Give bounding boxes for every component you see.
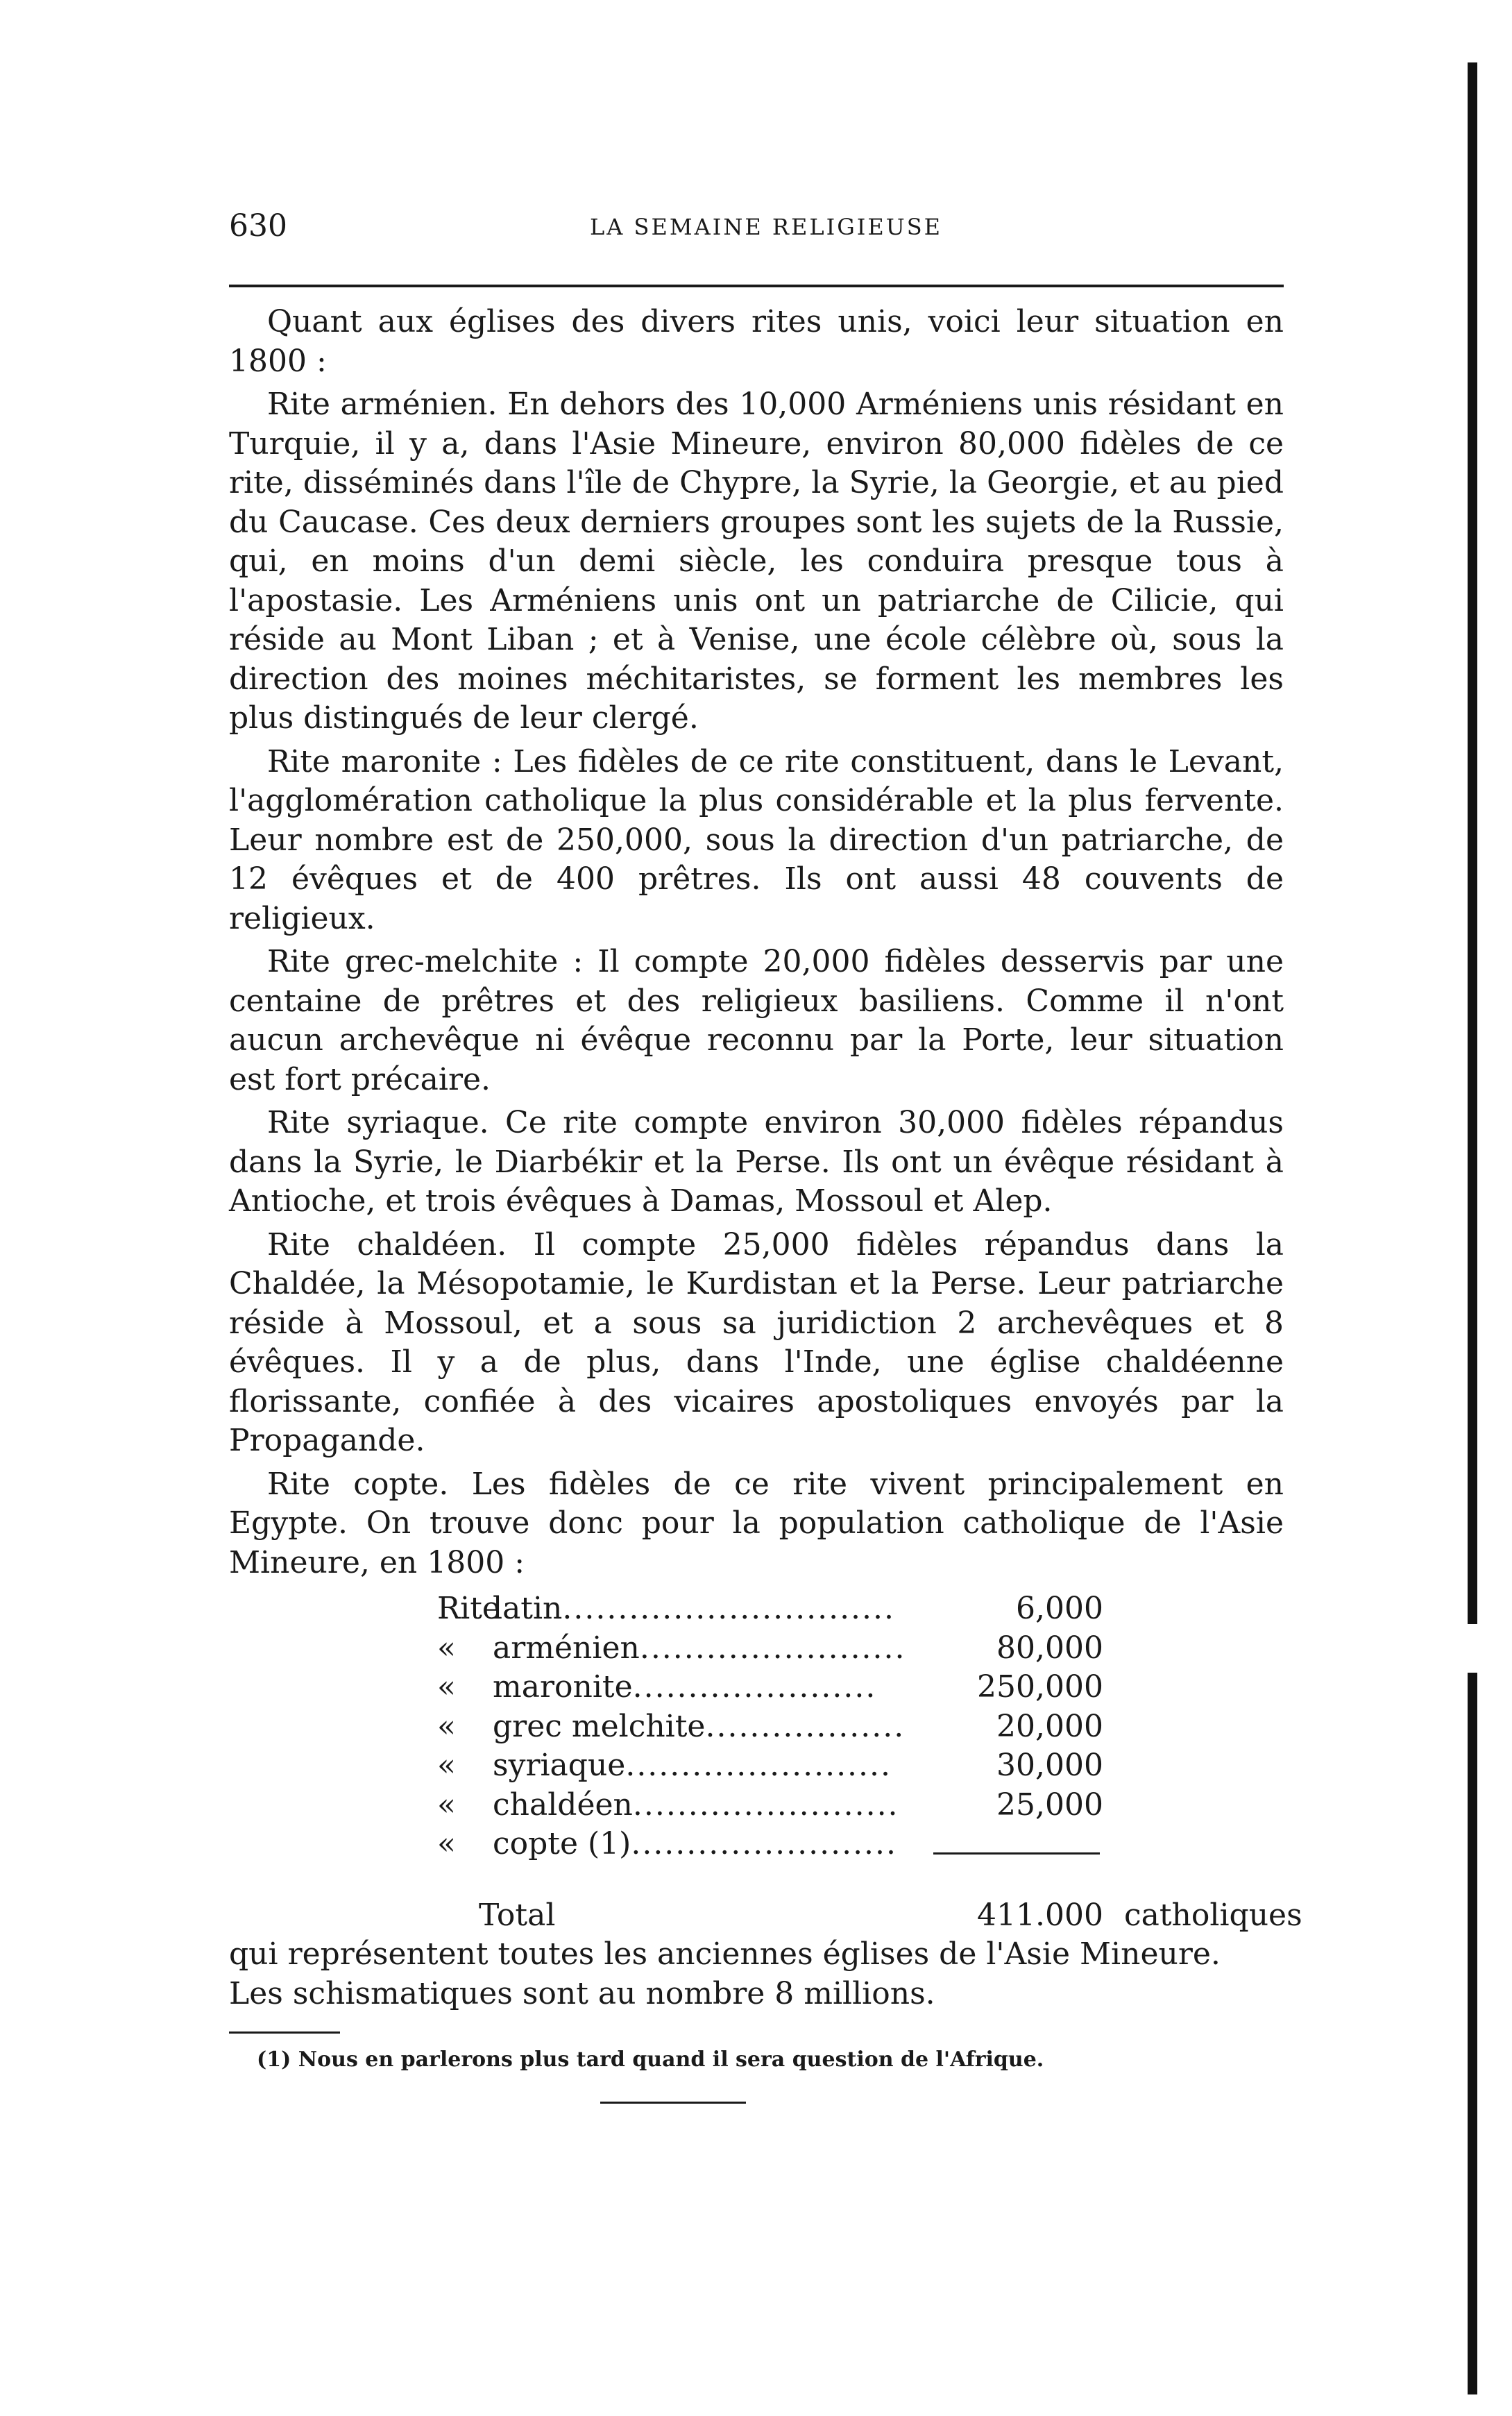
tally-row (229, 1589, 1284, 1629)
paragraph-intro: Quant aux églises des divers rites unis, voici leur situation en 1800 : (229, 304, 1284, 379)
footnote-rule (229, 2031, 340, 2034)
total-unit: catholiques (1124, 1897, 1302, 1933)
tally-row (229, 1707, 1284, 1747)
tally-rite-name: chaldéen (493, 1786, 633, 1823)
tally-leader: .................. (705, 1708, 906, 1744)
total-row (229, 1896, 1302, 1936)
tally-prefix: Rite (437, 1591, 500, 1626)
scan-page-edge (1468, 62, 1477, 2394)
tally-prefix: « (437, 1708, 456, 1744)
tally-leader: ........................ (639, 1630, 906, 1666)
total-label: Total (479, 1897, 556, 1933)
tally-row (229, 1668, 1284, 1707)
closing-line: qui représentent toutes les anciennes églises de l'Asie Mineure. (229, 1936, 1221, 1972)
body-text (229, 303, 1284, 1582)
tally-leader: ........................ (625, 1748, 892, 1783)
header-rule (229, 285, 1284, 287)
tally-sum-rule (933, 1852, 1100, 1855)
tally-prefix: « (437, 1826, 456, 1861)
tally-leader: .............................. (562, 1591, 895, 1626)
tally-row (229, 1746, 1284, 1786)
tally-prefix: « (437, 1786, 456, 1823)
paragraph-syriac-rite: Rite syriaque. Ce rite compte environ 30,000 fidèles répandus dans la Syrie, le Diarbékir et la Perse. Ils ont un évêque résidant à Antioche, et trois évêques à Damas, Mossoul et Alep. (229, 1105, 1284, 1219)
paragraph-chaldean-rite: Rite chaldéen. Il compte 25,000 fidèles répandus dans la Chaldée, la Mésopotamie, le Kurdistan et la Perse. Leur patriarche réside à Mossoul, et a sous sa juridiction 2 archevêques et 8 évêques. Il y a de plus, dans l'Inde, une église chaldéenne florissante, confiée à des vicaires apostoliques envoyés par la Propagande. (229, 1226, 1284, 1458)
tally-leader: ........................ (632, 1786, 899, 1823)
page-number: 630 (229, 208, 287, 244)
tally-rite-name: arménien (493, 1630, 640, 1666)
tally-prefix: « (437, 1748, 456, 1783)
tally-count: 250,000 (977, 1669, 1103, 1705)
tally-rite-name: latin (493, 1591, 563, 1626)
tally-count: 20,000 (996, 1708, 1103, 1744)
tally-rite-name: syriaque (493, 1748, 626, 1783)
end-rule (600, 2102, 746, 2104)
paragraph-armenian-rite: Rite arménien. En dehors des 10,000 Arméniens unis résidant en Turquie, il y a, dans l'Asie Mineure, environ 80,000 fidèles de ce rite, disséminés dans l'île de Chypre, la Syrie, la Georgie, et au pied du Caucase. Ces deux derniers groupes sont les sujets de la Russie, qui, en moins d'un demi siècle, les conduira presque tous à l'apostasie. Les Arméniens unis ont un patriarche de Cilicie, qui réside au Mont Liban ; et à Venise, une école célèbre où, sous la direction des moines méchitaristes, se forment les membres les plus distingués de leur clergé. (229, 387, 1284, 736)
tally-leader: ........................ (631, 1826, 898, 1861)
tally-count: 6,000 (1016, 1591, 1103, 1626)
tally-prefix: « (437, 1630, 456, 1666)
tally-row (229, 1629, 1284, 1669)
tally-row (229, 1825, 1284, 1864)
tally-rite-name: maronite (493, 1669, 633, 1705)
document-page (229, 208, 1302, 2104)
running-head (229, 208, 1284, 257)
tally-prefix: « (437, 1669, 456, 1705)
population-tally (229, 1589, 1302, 1935)
tally-count: 30,000 (996, 1748, 1103, 1783)
tally-count: 25,000 (996, 1786, 1103, 1823)
paragraph-coptic-rite: Rite copte. Les fidèles de ce rite vivent principalement en Egypte. On trouve donc pour la population catholique de l'Asie Mineure, en 1800 : (229, 1466, 1284, 1580)
scan-page-edge-gap (1468, 1624, 1477, 1673)
tally-count: 80,000 (996, 1630, 1103, 1666)
total-count: 411.000 (977, 1897, 1103, 1933)
journal-title: LA SEMAINE RELIGIEUSE (590, 214, 943, 240)
tally-rite-name: copte (1) (493, 1826, 631, 1861)
tally-leader: ...................... (632, 1669, 877, 1705)
paragraph-maronite-rite: Rite maronite : Les fidèles de ce rite constituent, dans le Levant, l'agglomération catholique la plus considérable et la plus fervente. Leur nombre est de 250,000, sous la direction d'un patriarche, de 12 évêques et de 400 prêtres. Ils ont aussi 48 couvents de religieux. (229, 743, 1284, 936)
closing-line: Les schismatiques sont au nombre 8 millions. (229, 1975, 935, 2011)
tally-rite-name: grec melchite (493, 1708, 706, 1744)
paragraph-melchite-rite: Rite grec-melchite : Il compte 20,000 fidèles desservis par une centaine de prêtres et des religieux basiliens. Comme il n'ont aucun archevêque ni évêque reconnu par la Porte, leur situation est fort précaire. (229, 944, 1284, 1097)
closing-text (229, 1935, 1284, 2013)
tally-row (229, 1786, 1284, 1825)
footnote: (1) Nous en parlerons plus tard quand il sera question de l'Afrique. (257, 2047, 1044, 2072)
